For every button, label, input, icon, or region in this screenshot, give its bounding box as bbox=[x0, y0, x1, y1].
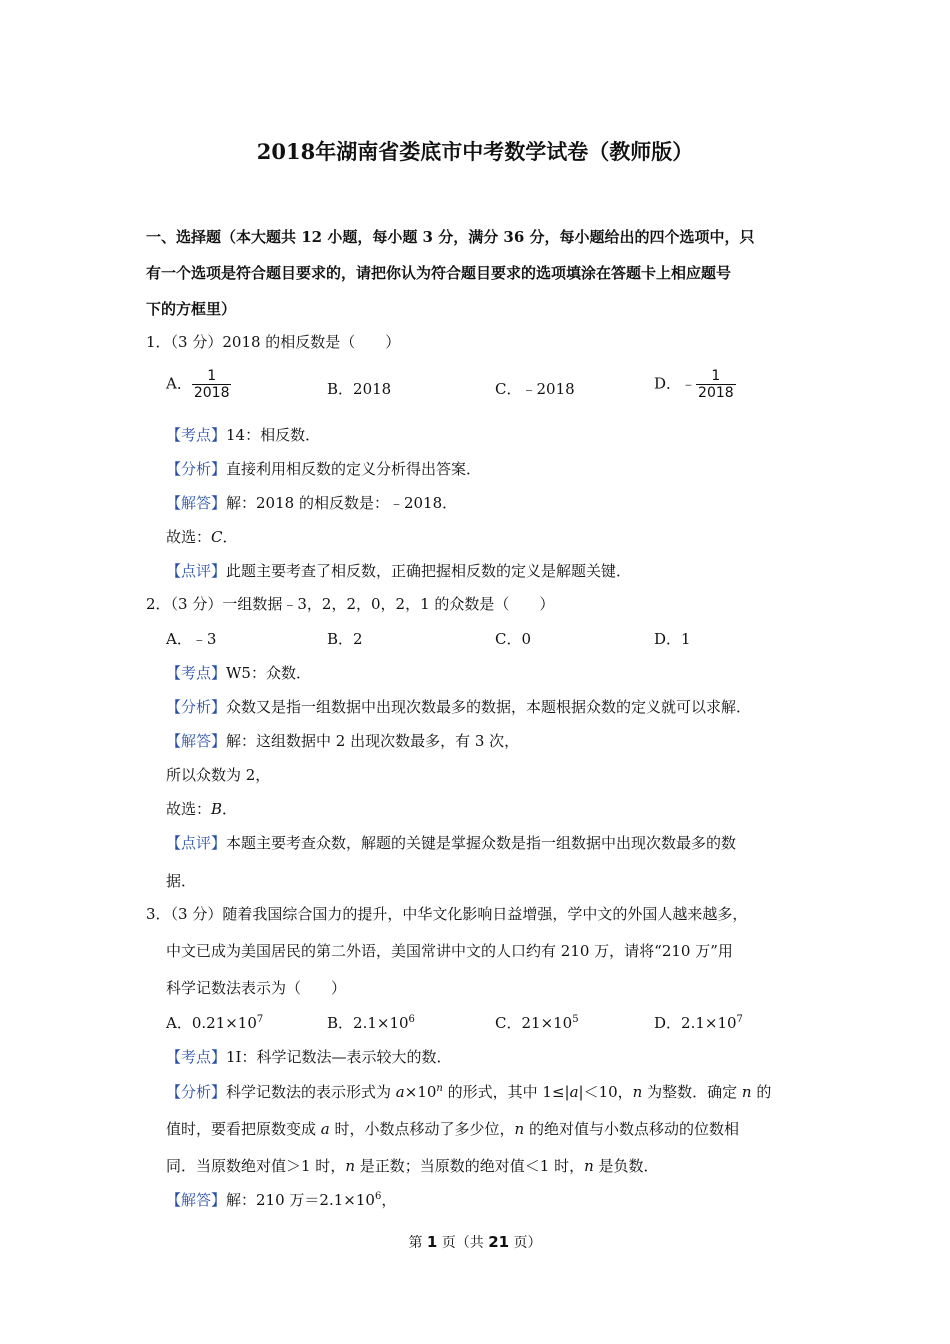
total-pages: 21 bbox=[488, 1233, 510, 1251]
q3-option-a bbox=[166, 1012, 263, 1033]
var-n: n bbox=[514, 1120, 525, 1138]
footer-text: 第 bbox=[408, 1235, 427, 1251]
kaodian-text: 14：相反数． bbox=[226, 426, 321, 444]
fraction-numerator: 1 bbox=[192, 368, 232, 385]
q2-option-c: C．0 bbox=[495, 630, 532, 648]
q1-option-b: B．2018 bbox=[327, 380, 392, 398]
jieda-text: 解：210 万＝2.1×10 bbox=[226, 1191, 375, 1209]
fenxi-text: 值时，要看把原数变成 bbox=[166, 1120, 321, 1138]
fenxi-text: 时，小数点移动了多少位， bbox=[329, 1120, 515, 1138]
option-exponent: 7 bbox=[256, 1014, 264, 1025]
q3-jieda bbox=[166, 1189, 396, 1210]
footer-text: 页） bbox=[509, 1235, 542, 1251]
answer-suffix: ． bbox=[222, 528, 238, 546]
q3-stem-line2: 中文已成为美国居民的第二外语，美国常讲中文的人口约有 210 万，请将“210 万”用 bbox=[166, 942, 733, 960]
fenxi-text: 为整数．确定 bbox=[642, 1083, 742, 1101]
option-base: C．21×10 bbox=[495, 1014, 573, 1032]
q2-fenxi bbox=[166, 696, 751, 717]
jieda-text: 解：这组数据中 2 出现次数最多，有 3 次， bbox=[226, 732, 520, 750]
fenxi-text: 同．当原数绝对值＞1 时， bbox=[166, 1157, 346, 1175]
page-title: 2018年湖南省娄底市中考数学试卷（教师版） bbox=[256, 139, 694, 164]
fenxi-text: 众数又是指一组数据中出现次数最多的数据，本题根据众数的定义就可以求解． bbox=[226, 698, 752, 716]
answer-letter: B bbox=[211, 800, 223, 818]
option-exponent: 5 bbox=[572, 1014, 579, 1025]
option-exponent: 6 bbox=[408, 1014, 415, 1025]
var-a: a bbox=[395, 1083, 405, 1101]
kaodian-tag: 【考点】 bbox=[166, 1048, 227, 1066]
q2-dianping bbox=[166, 832, 736, 853]
q1-dianping bbox=[166, 560, 631, 581]
jieda-tag: 【解答】 bbox=[166, 494, 227, 512]
page-footer bbox=[0, 1232, 950, 1252]
dianping-text: 此题主要考查了相反数，正确把握相反数的定义是解题关键． bbox=[226, 562, 632, 580]
q1-jieda bbox=[166, 492, 457, 513]
q2-answer bbox=[166, 798, 237, 819]
q3-fenxi-line3 bbox=[166, 1155, 659, 1176]
q1-option-a-fraction bbox=[192, 368, 232, 401]
var-a: a bbox=[320, 1120, 330, 1138]
fenxi-text: 的形式，其中 1≤| bbox=[442, 1083, 570, 1101]
kaodian-text: W5：众数． bbox=[226, 664, 311, 682]
q1-option-d-label: D．﹣ bbox=[654, 374, 697, 393]
fenxi-tag: 【分析】 bbox=[166, 698, 227, 716]
fenxi-text: 的 bbox=[751, 1083, 772, 1101]
q1-answer bbox=[166, 526, 238, 547]
var-n: n bbox=[741, 1083, 752, 1101]
jieda-text: 解：2018 的相反数是：﹣2018． bbox=[226, 494, 458, 512]
var-a: a bbox=[569, 1083, 579, 1101]
q3-option-c bbox=[495, 1012, 579, 1033]
fenxi-tag: 【分析】 bbox=[166, 1083, 227, 1101]
answer-prefix: 故选： bbox=[166, 800, 212, 818]
jieda-text: ， bbox=[381, 1191, 397, 1209]
fenxi-tag: 【分析】 bbox=[166, 460, 227, 478]
footer-text: 页（共 bbox=[437, 1235, 489, 1251]
section-heading-line2: 有一个选项是符合题目要求的，请把你认为符合题目要求的选项填涂在答题卡上相应题号 bbox=[146, 264, 732, 282]
q3-stem-line1: 3．（3 分）随着我国综合国力的提升，中华文化影响日益增强，学中文的外国人越来越多， bbox=[146, 905, 748, 923]
q3-fenxi bbox=[166, 1081, 771, 1102]
jieda-tag: 【解答】 bbox=[166, 1191, 227, 1209]
page-number: 1 bbox=[426, 1233, 438, 1251]
q2-kaodian bbox=[166, 662, 311, 683]
section-heading-line1: 一、选择题（本大题共 12 小题，每小题 3 分，满分 36 分，每小题给出的四个选项中，只 bbox=[146, 228, 755, 246]
q3-fenxi-line2 bbox=[166, 1118, 739, 1139]
var-n-exponent: n bbox=[436, 1083, 443, 1094]
q1-option-c: C．﹣2018 bbox=[495, 380, 575, 398]
option-exponent: 7 bbox=[736, 1014, 743, 1025]
q1-fenxi bbox=[166, 458, 481, 479]
q1-stem: 1．（3 分）2018 的相反数是（ ） bbox=[146, 333, 401, 351]
kaodian-text: 1I：科学记数法—表示较大的数． bbox=[226, 1048, 452, 1066]
fenxi-text: 是负数． bbox=[593, 1157, 659, 1175]
var-n: n bbox=[584, 1157, 594, 1175]
q1-kaodian bbox=[166, 424, 320, 445]
q2-jieda bbox=[166, 730, 519, 751]
kaodian-tag: 【考点】 bbox=[166, 664, 227, 682]
fenxi-text: 科学记数法的表示形式为 bbox=[226, 1083, 396, 1101]
option-base: B．2.1×10 bbox=[327, 1014, 409, 1032]
fenxi-text: 直接利用相反数的定义分析得出答案． bbox=[226, 460, 482, 478]
q1-option-a bbox=[166, 368, 231, 401]
dianping-text: 本题主要考查众数，解题的关键是掌握众数是指一组数据中出现次数最多的数 bbox=[226, 834, 737, 852]
q3-kaodian bbox=[166, 1046, 452, 1067]
q2-option-a: A．﹣3 bbox=[166, 630, 217, 648]
answer-prefix: 故选： bbox=[166, 528, 212, 546]
jieda-tag: 【解答】 bbox=[166, 732, 227, 750]
fraction-numerator: 1 bbox=[696, 368, 736, 385]
q2-jieda-line2: 所以众数为 2， bbox=[166, 766, 271, 784]
dianping-tag: 【点评】 bbox=[166, 834, 227, 852]
option-base: D．2.1×10 bbox=[654, 1014, 737, 1032]
fraction-denominator: 2018 bbox=[698, 385, 734, 401]
q2-option-d: D．1 bbox=[654, 630, 691, 648]
fraction-denominator: 2018 bbox=[193, 385, 230, 401]
var-n: n bbox=[345, 1157, 355, 1175]
q1-option-d bbox=[654, 368, 736, 401]
kaodian-tag: 【考点】 bbox=[166, 426, 227, 444]
option-base: A．0.21×10 bbox=[166, 1014, 257, 1032]
q3-stem-line3: 科学记数法表示为（ ） bbox=[166, 979, 347, 997]
answer-letter: C bbox=[211, 528, 223, 546]
q2-stem: 2．（3 分）一组数据﹣3，2，2，0，2，1 的众数是（ ） bbox=[146, 595, 555, 613]
q1-option-d-fraction bbox=[696, 368, 736, 401]
fenxi-text: ×10 bbox=[404, 1083, 437, 1101]
var-n: n bbox=[632, 1083, 643, 1101]
jieda-exponent: 6 bbox=[374, 1191, 382, 1202]
q2-dianping-line2: 据． bbox=[166, 872, 197, 890]
dianping-tag: 【点评】 bbox=[166, 562, 227, 580]
q3-option-d bbox=[654, 1012, 743, 1033]
q1-option-a-label: A． bbox=[166, 374, 192, 393]
fenxi-text: |＜10， bbox=[578, 1083, 633, 1101]
fenxi-text: 是正数；当原数的绝对值＜1 时， bbox=[355, 1157, 585, 1175]
fenxi-text: 的绝对值与小数点移动的位数相 bbox=[524, 1120, 739, 1138]
q3-option-b bbox=[327, 1012, 415, 1033]
section-heading-line3: 下的方框里） bbox=[146, 300, 237, 318]
answer-suffix: ． bbox=[222, 800, 238, 818]
q2-option-b: B．2 bbox=[327, 630, 363, 648]
